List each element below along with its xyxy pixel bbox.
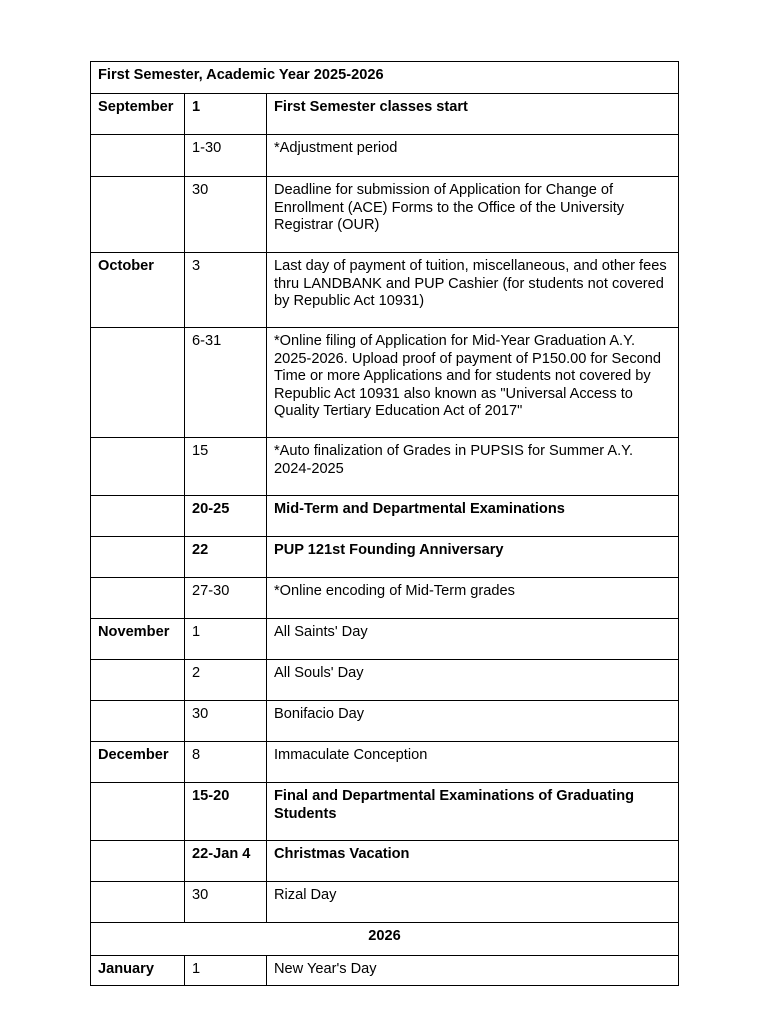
month-cell: January <box>91 956 185 986</box>
date-cell: 30 <box>185 882 267 923</box>
table-row <box>91 328 679 438</box>
table-row <box>91 94 679 135</box>
month-cell <box>91 135 185 177</box>
table-row <box>91 841 679 882</box>
event-cell: Christmas Vacation <box>267 841 679 882</box>
table-row <box>91 537 679 578</box>
table-row <box>91 660 679 701</box>
month-cell: September <box>91 94 185 135</box>
table-row <box>91 783 679 841</box>
event-cell: Rizal Day <box>267 882 679 923</box>
date-cell: 3 <box>185 253 267 328</box>
event-cell: *Auto finalization of Grades in PUPSIS for Summer A.Y. 2024-2025 <box>267 438 679 496</box>
event-cell: Deadline for submission of Application for Change of Enrollment (ACE) Forms to the Office of the University Registrar (OUR) <box>267 177 679 253</box>
table-row <box>91 956 679 986</box>
date-cell: 1 <box>185 956 267 986</box>
month-cell <box>91 177 185 253</box>
table-row <box>91 177 679 253</box>
month-cell <box>91 496 185 537</box>
month-cell: October <box>91 253 185 328</box>
date-cell: 27-30 <box>185 578 267 619</box>
table-row <box>91 438 679 496</box>
date-cell: 1 <box>185 94 267 135</box>
month-cell <box>91 660 185 701</box>
table-row <box>91 496 679 537</box>
event-cell: All Saints' Day <box>267 619 679 660</box>
month-cell <box>91 578 185 619</box>
table-row <box>91 742 679 783</box>
date-cell: 1-30 <box>185 135 267 177</box>
month-cell <box>91 438 185 496</box>
event-cell: All Souls' Day <box>267 660 679 701</box>
event-cell: *Online encoding of Mid-Term grades <box>267 578 679 619</box>
month-cell <box>91 841 185 882</box>
month-cell <box>91 783 185 841</box>
table-row <box>91 882 679 923</box>
date-cell: 30 <box>185 701 267 742</box>
date-cell: 30 <box>185 177 267 253</box>
table-row <box>91 578 679 619</box>
date-cell: 22-Jan 4 <box>185 841 267 882</box>
date-cell: 6-31 <box>185 328 267 438</box>
table-row <box>91 701 679 742</box>
month-cell <box>91 701 185 742</box>
month-cell <box>91 537 185 578</box>
academic-calendar-table <box>90 61 679 986</box>
event-cell: Mid-Term and Departmental Examinations <box>267 496 679 537</box>
date-cell: 1 <box>185 619 267 660</box>
event-cell: Last day of payment of tuition, miscellaneous, and other fees thru LANDBANK and PUP Cashier (for students not covered by Republic Act 10931) <box>267 253 679 328</box>
table-row <box>91 619 679 660</box>
event-cell: First Semester classes start <box>267 94 679 135</box>
year-divider-row <box>91 923 679 956</box>
table-title: First Semester, Academic Year 2025-2026 <box>91 62 679 94</box>
event-cell: Immaculate Conception <box>267 742 679 783</box>
table-title-row <box>91 62 679 94</box>
date-cell: 20-25 <box>185 496 267 537</box>
event-cell: New Year's Day <box>267 956 679 986</box>
month-cell: November <box>91 619 185 660</box>
event-cell: PUP 121st Founding Anniversary <box>267 537 679 578</box>
date-cell: 8 <box>185 742 267 783</box>
table-row <box>91 253 679 328</box>
table-row <box>91 135 679 177</box>
month-cell: December <box>91 742 185 783</box>
event-cell: *Adjustment period <box>267 135 679 177</box>
month-cell <box>91 882 185 923</box>
event-cell: *Online filing of Application for Mid-Year Graduation A.Y. 2025-2026. Upload proof of payment of P150.00 for Second Time or more Applications and for students not covered by Republic Act 10931 also known as "Universal Access to Quality Tertiary Education Act of 2017" <box>267 328 679 438</box>
date-cell: 15-20 <box>185 783 267 841</box>
date-cell: 22 <box>185 537 267 578</box>
date-cell: 2 <box>185 660 267 701</box>
date-cell: 15 <box>185 438 267 496</box>
event-cell: Bonifacio Day <box>267 701 679 742</box>
event-cell: Final and Departmental Examinations of Graduating Students <box>267 783 679 841</box>
month-cell <box>91 328 185 438</box>
year-divider: 2026 <box>91 923 679 956</box>
